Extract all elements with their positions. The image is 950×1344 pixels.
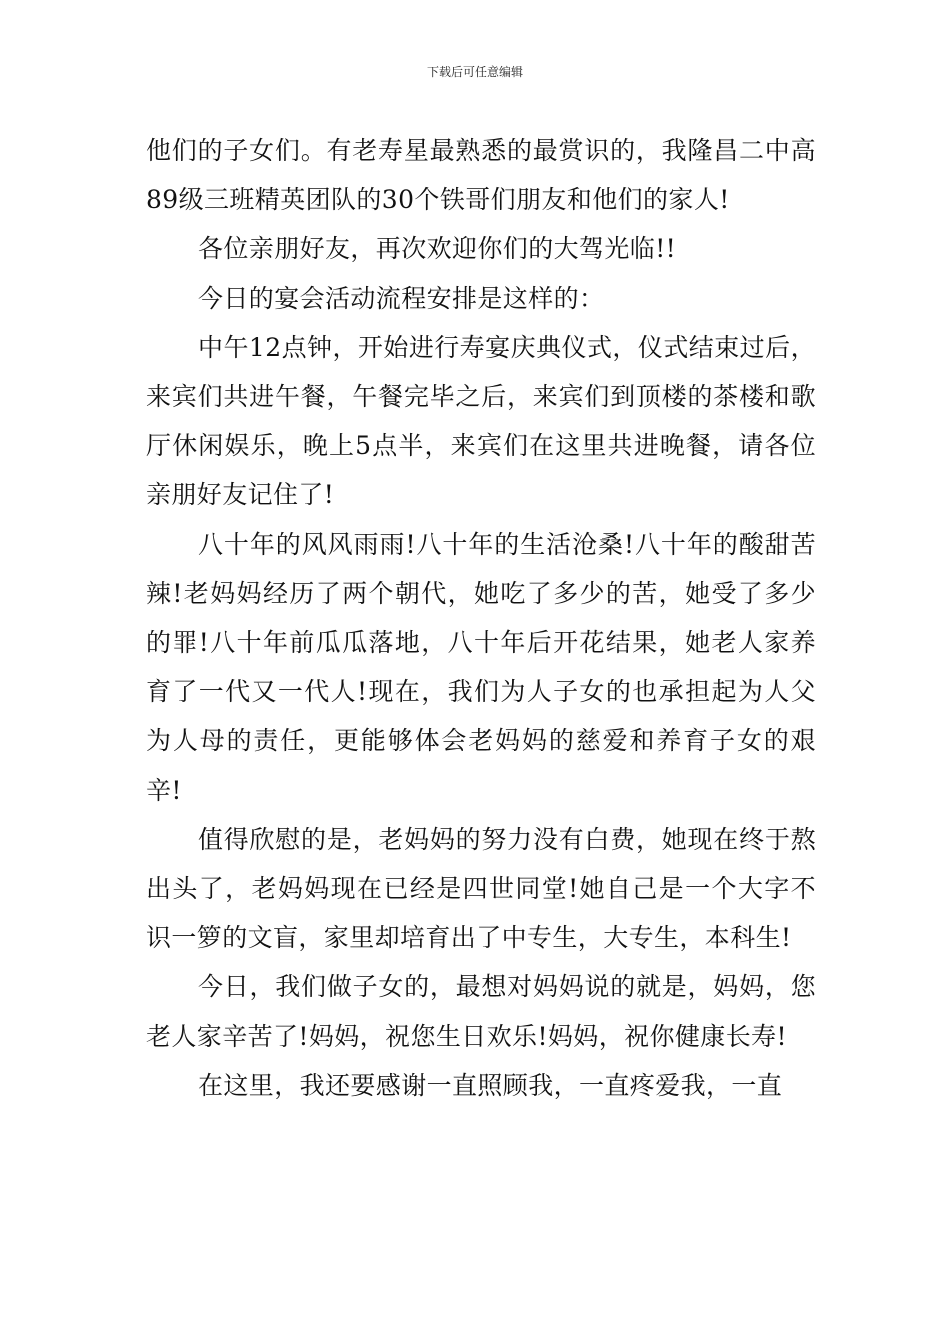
document-body (146, 126, 816, 1110)
paragraph: 值得欣慰的是，老妈妈的努力没有白费，她现在终于熬出头了，老妈妈现在已经是四世同堂!她自己是一个大字不识一箩的文盲，家里却培育出了中专生，大专生，本科生! (146, 824, 816, 953)
paragraph: 他们的子女们。有老寿星最熟悉的最赏识的，我隆昌二中高89级三班精英团队的30个铁哥们朋友和他们的家人! (146, 136, 816, 215)
paragraph: 今日的宴会活动流程安排是这样的： (198, 283, 605, 313)
paragraph: 各位亲朋好友，再次欢迎你们的大驾光临!! (198, 234, 677, 264)
paragraph: 在这里，我还要感谢一直照顾我，一直疼爱我，一直 (198, 1070, 783, 1100)
paragraph: 今日，我们做子女的，最想对妈妈说的就是，妈妈，您老人家辛苦了!妈妈，祝您生日欢乐!妈妈，祝你健康长寿! (146, 972, 816, 1051)
paragraph: 八十年的风风雨雨!八十年的生活沧桑!八十年的酸甜苦辣!老妈妈经历了两个朝代，她吃了多少的苦，她受了多少的罪!八十年前瓜瓜落地，八十年后开花结果，她老人家养育了一代又一代人!现在，我们为人子女的也承担起为人父为人母的责任，更能够体会老妈妈的慈爱和养育子女的艰辛! (146, 529, 816, 805)
paragraph: 中午12点钟，开始进行寿宴庆典仪式，仪式结束过后，来宾们共进午餐，午餐完毕之后，来宾们到顶楼的茶楼和歌厅休闲娱乐，晚上5点半，来宾们在这里共进晚餐，请各位亲朋好友记住了! (146, 332, 816, 510)
page-header: 下载后可任意编辑 (426, 65, 523, 79)
